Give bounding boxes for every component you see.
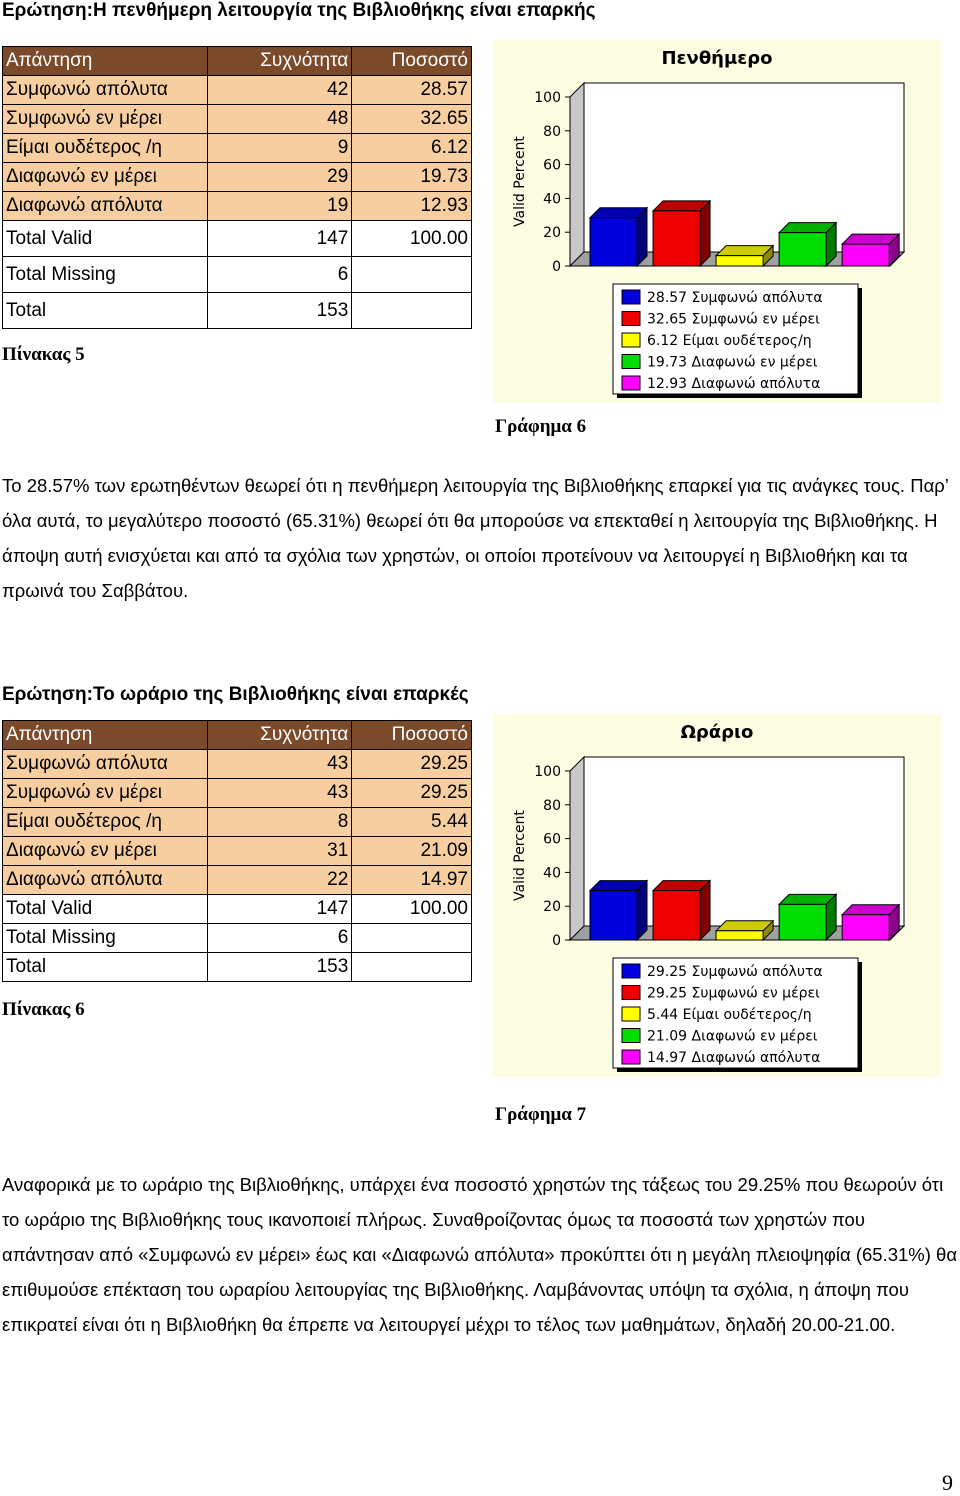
header-answer: Απάντηση <box>3 47 208 76</box>
question-title-2: Ερώτηση:Το ωράριο της Βιβλιοθήκης είναι επαρκές <box>2 684 469 705</box>
row-label: Διαφωνώ απόλυτα <box>3 866 208 895</box>
paragraph-2: Αναφορικά με το ωράριο της Βιβλιοθήκης, υπάρχει ένα ποσοστό χρηστών της τάξεως του 29.25% που θεωρούν ότι το ωράριο της Βιβλιοθήκης τους ικανοποιεί πλήρως. Συναθροίζοντας όμως τα ποσοστά των χρηστών που απάντησαν από «Συμφωνώ εν μέρει» έως και «Διαφωνώ απόλυτα» προκύπτει ότι η μεγάλη πλειοψηφία (65.31%) θα επιθυμούσε επέκταση του ωραρίου λειτουργίας της Βιβλιοθήκης. Λαμβάνοντας υπόψη τα σχόλια, η άποψη που επικρατεί είναι ότι η Βιβλιοθήκη θα έπρεπε να λειτουργεί μέχρι το τέλος των μαθημάτων, δηλαδή 20.00-21.00. <box>2 1174 958 1335</box>
table-row <box>3 924 472 953</box>
row-label: Total Missing <box>3 924 208 953</box>
row-label: Συμφωνώ εν μέρει <box>3 105 208 134</box>
bar-front <box>590 891 637 940</box>
table-row <box>3 76 472 105</box>
bar-front <box>842 244 889 266</box>
table-header-row <box>3 47 472 76</box>
bar <box>653 881 710 940</box>
table-row <box>3 105 472 134</box>
table-row <box>3 134 472 163</box>
row-percent: 6.12 <box>352 134 472 163</box>
row-percent: 14.97 <box>352 866 472 895</box>
legend-swatch <box>622 290 640 304</box>
row-frequency: 43 <box>207 750 352 779</box>
row-percent: 12.93 <box>352 192 472 221</box>
bar-chart-2 <box>493 714 941 1077</box>
legend-swatch <box>622 333 640 347</box>
row-percent: 29.25 <box>352 750 472 779</box>
row-percent: 100.00 <box>352 221 472 257</box>
legend-swatch <box>622 964 640 978</box>
bar <box>590 881 647 940</box>
legend-label: 28.57 Συμφωνώ απόλυτα <box>647 290 823 306</box>
legend-label: 6.12 Είμαι ουδέτερος/η <box>647 333 812 349</box>
table-caption-1: Πίνακας 5 <box>2 344 85 365</box>
header-frequency: Συχνότητα <box>207 721 352 750</box>
bar-front <box>842 915 889 940</box>
y-axis-label: Valid Percent <box>512 136 528 227</box>
legend-label: 29.25 Συμφωνώ απόλυτα <box>647 964 823 980</box>
header-answer: Απάντηση <box>3 721 208 750</box>
row-label: Διαφωνώ εν μέρει <box>3 163 208 192</box>
chart-panel-1 <box>493 40 941 403</box>
row-label: Total Missing <box>3 257 208 293</box>
table-row <box>3 257 472 293</box>
bar <box>716 921 773 940</box>
row-percent: 28.57 <box>352 76 472 105</box>
row-frequency: 153 <box>207 293 352 329</box>
row-label: Διαφωνώ εν μέρει <box>3 837 208 866</box>
bar-front <box>653 211 700 266</box>
row-frequency: 43 <box>207 779 352 808</box>
row-label: Total Valid <box>3 895 208 924</box>
table-row <box>3 808 472 837</box>
table-header-row <box>3 721 472 750</box>
y-tick-label: 40 <box>543 191 561 208</box>
table-row <box>3 293 472 329</box>
bar-front <box>779 233 826 266</box>
row-frequency: 22 <box>207 866 352 895</box>
plot-side-wall <box>570 757 584 940</box>
legend-label: 32.65 Συμφωνώ εν μέρει <box>647 311 820 328</box>
table-row <box>3 895 472 924</box>
table-row <box>3 750 472 779</box>
bar-top <box>779 894 836 904</box>
row-percent: 29.25 <box>352 779 472 808</box>
bar-top <box>653 881 710 891</box>
legend-swatch <box>622 355 640 369</box>
bar-top <box>590 208 647 218</box>
frequency-table-2 <box>2 720 472 982</box>
y-axis-label: Valid Percent <box>512 810 528 901</box>
row-label: Total <box>3 953 208 982</box>
bar-front <box>779 904 826 940</box>
bar-top <box>590 881 647 891</box>
table-row <box>3 866 472 895</box>
row-frequency: 8 <box>207 808 352 837</box>
table-row <box>3 779 472 808</box>
legend-swatch <box>622 1007 640 1021</box>
bar <box>779 223 836 266</box>
row-label: Συμφωνώ απόλυτα <box>3 750 208 779</box>
row-frequency: 147 <box>207 221 352 257</box>
row-frequency: 19 <box>207 192 352 221</box>
bar-top <box>842 905 899 915</box>
y-tick-label: 0 <box>552 933 561 949</box>
row-percent <box>352 257 472 293</box>
row-frequency: 6 <box>207 924 352 953</box>
header-frequency: Συχνότητα <box>207 47 352 76</box>
row-percent <box>352 953 472 982</box>
plot-side-wall <box>570 83 584 266</box>
frequency-table-1 <box>2 46 472 329</box>
table-row <box>3 953 472 982</box>
chart-title: Ωράριο <box>680 722 754 743</box>
bar-front <box>716 256 763 266</box>
bar <box>842 234 899 266</box>
bar-front <box>653 891 700 940</box>
row-percent: 21.09 <box>352 837 472 866</box>
legend-label: 14.97 Διαφωνώ απόλυτα <box>647 1050 821 1066</box>
row-frequency: 48 <box>207 105 352 134</box>
row-percent: 5.44 <box>352 808 472 837</box>
row-percent: 32.65 <box>352 105 472 134</box>
table-row <box>3 192 472 221</box>
legend-label: 21.09 Διαφωνώ εν μέρει <box>647 1028 818 1045</box>
chart-panel-2 <box>493 714 941 1077</box>
row-percent: 100.00 <box>352 895 472 924</box>
bar <box>716 246 773 266</box>
header-percent: Ποσοστό <box>352 47 472 76</box>
y-tick-label: 20 <box>543 899 561 916</box>
row-label: Συμφωνώ απόλυτα <box>3 76 208 105</box>
legend-label: 12.93 Διαφωνώ απόλυτα <box>647 376 821 392</box>
bar-side <box>700 201 710 266</box>
row-frequency: 29 <box>207 163 352 192</box>
legend-swatch <box>622 1029 640 1043</box>
bar-top <box>716 246 773 256</box>
bar-top <box>779 223 836 233</box>
y-tick-label: 80 <box>543 123 561 140</box>
row-frequency: 6 <box>207 257 352 293</box>
table-row <box>3 837 472 866</box>
y-tick-label: 0 <box>552 259 561 275</box>
table-row <box>3 163 472 192</box>
header-percent: Ποσοστό <box>352 721 472 750</box>
row-percent: 19.73 <box>352 163 472 192</box>
row-frequency: 153 <box>207 953 352 982</box>
y-tick-label: 100 <box>534 764 561 780</box>
y-tick-label: 60 <box>543 831 561 848</box>
bar <box>590 208 647 266</box>
graph-caption-2: Γράφημα 7 <box>495 1104 587 1125</box>
row-frequency: 31 <box>207 837 352 866</box>
bar-top <box>653 201 710 211</box>
row-label: Είμαι ουδέτερος /η <box>3 808 208 837</box>
row-label: Total <box>3 293 208 329</box>
row-percent <box>352 293 472 329</box>
bar <box>779 894 836 940</box>
legend-label: 29.25 Συμφωνώ εν μέρει <box>647 985 820 1002</box>
legend-swatch <box>622 1050 640 1064</box>
bar-top <box>842 234 899 244</box>
row-frequency: 9 <box>207 134 352 163</box>
bar-front <box>716 931 763 940</box>
row-label: Είμαι ουδέτερος /η <box>3 134 208 163</box>
y-tick-label: 20 <box>543 225 561 242</box>
y-tick-label: 40 <box>543 865 561 882</box>
paragraph-1: Το 28.57% των ερωτηθέντων θεωρεί ότι η πενθήμερη λειτουργία της Βιβλιοθήκης επαρκεί για τις ανάγκες τους. Παρ’ όλα αυτά, το μεγαλύτερο ποσοστό (65.31%) θεωρεί ότι θα μπορούσε να επεκταθεί η λειτουργία της Βιβλιοθήκης. Η άποψη αυτή ενισχύεται και από τα σχόλια των χρηστών, οι οποίοι προτείνουν να λειτουργεί η Βιβλιοθήκη και τα πρωινά του Σαββάτου. <box>2 475 949 601</box>
bar-chart-1 <box>493 40 941 403</box>
question-title-1: Ερώτηση:Η πενθήμερη λειτουργία της Βιβλιοθήκης είναι επαρκής <box>2 0 596 21</box>
row-frequency: 42 <box>207 76 352 105</box>
legend-swatch <box>622 312 640 326</box>
legend-label: 5.44 Είμαι ουδέτερος/η <box>647 1007 812 1023</box>
bar-front <box>590 218 637 266</box>
bar-top <box>716 921 773 931</box>
table-row <box>3 221 472 257</box>
row-percent <box>352 924 472 953</box>
chart-title: Πενθήμερο <box>661 48 773 69</box>
table-caption-2: Πίνακας 6 <box>2 999 85 1020</box>
legend-swatch <box>622 986 640 1000</box>
graph-caption-1: Γράφημα 6 <box>495 416 587 437</box>
y-tick-label: 80 <box>543 797 561 814</box>
bar <box>842 905 899 940</box>
page-number: 9 <box>942 1470 953 1495</box>
row-label: Συμφωνώ εν μέρει <box>3 779 208 808</box>
y-tick-label: 60 <box>543 157 561 174</box>
row-label: Total Valid <box>3 221 208 257</box>
legend-swatch <box>622 376 640 390</box>
row-label: Διαφωνώ απόλυτα <box>3 192 208 221</box>
legend-label: 19.73 Διαφωνώ εν μέρει <box>647 354 818 371</box>
y-tick-label: 100 <box>534 90 561 106</box>
row-frequency: 147 <box>207 895 352 924</box>
bar <box>653 201 710 266</box>
